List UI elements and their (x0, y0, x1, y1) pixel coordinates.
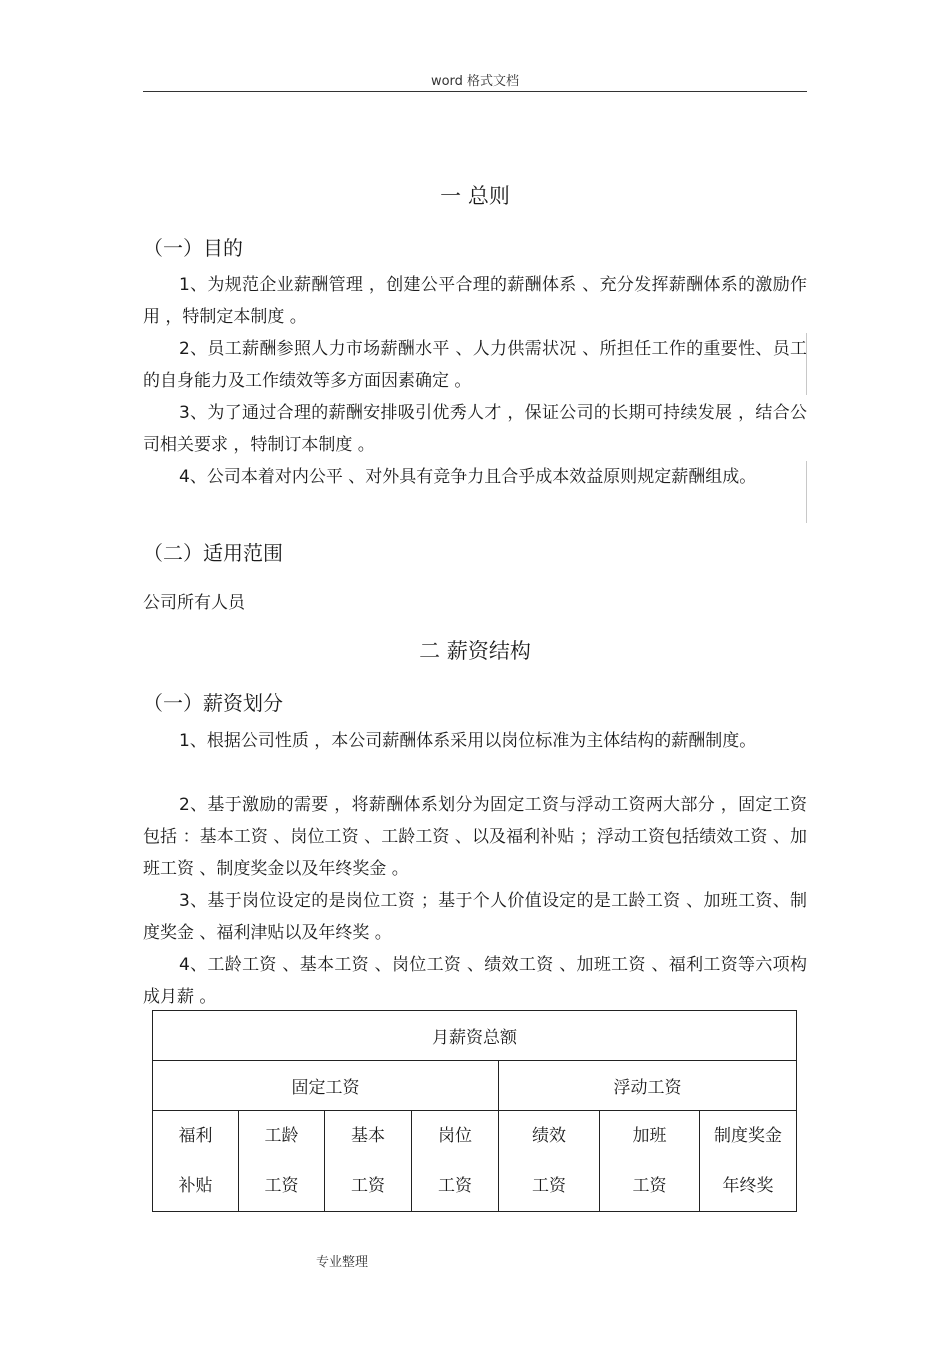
table-cell-performance (499, 1111, 600, 1212)
section-title-salary-structure: 二 薪资结构 (419, 639, 531, 663)
purpose-paragraph-3 (143, 397, 807, 461)
division-paragraph-1-text: 1、根据公司性质 ，本公司薪酬体系采用以岗位标准为主体结构的薪酬制度。 (179, 731, 757, 751)
margin-line (806, 461, 807, 523)
cell-line: 工资 (532, 1176, 566, 1196)
cell-line: 制度奖金 (714, 1126, 782, 1146)
purpose-paragraph-1 (143, 269, 807, 333)
table-header-floating: 浮动工资 (499, 1061, 797, 1111)
header-rule (143, 91, 807, 92)
table-cell-position (412, 1111, 499, 1212)
cell-line: 基本 (351, 1126, 385, 1146)
table-cell-bonus (700, 1111, 797, 1212)
table-header-total: 月薪资总额 (153, 1011, 797, 1061)
purpose-paragraph-4-text: 4、公司本着对内公平 、对外具有竞争力且合乎成本效益原则规定薪酬组成。 (179, 467, 757, 487)
cell-line: 工龄 (264, 1126, 299, 1146)
division-paragraph-3 (143, 885, 807, 949)
cell-line: 加班 (632, 1126, 667, 1146)
cell-line: 绩效 (532, 1126, 566, 1146)
purpose-paragraph-4 (143, 461, 807, 493)
salary-structure-table (152, 1010, 797, 1212)
division-paragraph-2 (143, 789, 807, 885)
cell-line: 福利 (178, 1126, 213, 1146)
table-cell-seniority (239, 1111, 325, 1212)
cell-line: 年终奖 (722, 1176, 774, 1196)
table-cell-base (325, 1111, 412, 1212)
division-paragraph-2-text: 2、基于激励的需要 ，将薪酬体系划分为固定工资与浮动工资两大部分 ，固定工资包括 ：基本工资 、岗位工资 、工龄工资 、以及福利补贴 ；浮动工资包括绩效工资 、加班工资 、制度奖金以及年终奖金 。 (143, 795, 807, 879)
page-footer: 专业整理 (316, 1255, 369, 1270)
purpose-paragraph-1-text: 1、为规范企业薪酬管理 ，创建公平合理的薪酬体系 、充分发挥薪酬体系的激励作用 ，特制定本制度 。 (143, 275, 807, 327)
purpose-paragraph-2 (143, 333, 807, 397)
margin-line (806, 333, 807, 395)
purpose-paragraph-3-text: 3、为了通过合理的薪酬安排吸引优秀人才 ，保证公司的长期可持续发展 ，结合公司相关要求 ，特制订本制度 。 (143, 403, 807, 455)
cell-line: 岗位 (438, 1126, 472, 1146)
division-paragraph-4-text: 4、工龄工资 、基本工资 、岗位工资 、绩效工资 、加班工资 、福利工资等六项构成月薪 。 (143, 955, 807, 1007)
section-title-general: 一 总则 (440, 184, 510, 208)
cell-line: 工资 (351, 1176, 385, 1196)
subsection-title-scope: （二）适用范围 (143, 541, 283, 565)
subsection-title-salary-division: （一）薪资划分 (143, 691, 283, 715)
cell-line: 工资 (264, 1176, 299, 1196)
division-paragraph-4 (143, 949, 807, 1013)
cell-line: 补贴 (178, 1176, 213, 1196)
table-header-fixed: 固定工资 (153, 1061, 499, 1111)
division-paragraph-3-text: 3、基于岗位设定的是岗位工资 ；基于个人价值设定的是工龄工资 、加班工资、制度奖金 、福利津贴以及年终奖 。 (143, 891, 807, 943)
division-paragraph-1 (143, 725, 807, 757)
table-cell-welfare (153, 1111, 239, 1212)
purpose-paragraph-2-text: 2、员工薪酬参照人力市场薪酬水平 、人力供需状况 、所担任工作的重要性、员工的自身能力及工作绩效等多方面因素确定 。 (143, 339, 807, 391)
cell-line: 工资 (438, 1176, 472, 1196)
table-cell-overtime (600, 1111, 700, 1212)
cell-line: 工资 (632, 1176, 667, 1196)
scope-text: 公司所有人员 (143, 593, 245, 613)
page-header: word 格式文档 (430, 74, 520, 89)
subsection-title-purpose: （一）目的 (143, 236, 243, 260)
